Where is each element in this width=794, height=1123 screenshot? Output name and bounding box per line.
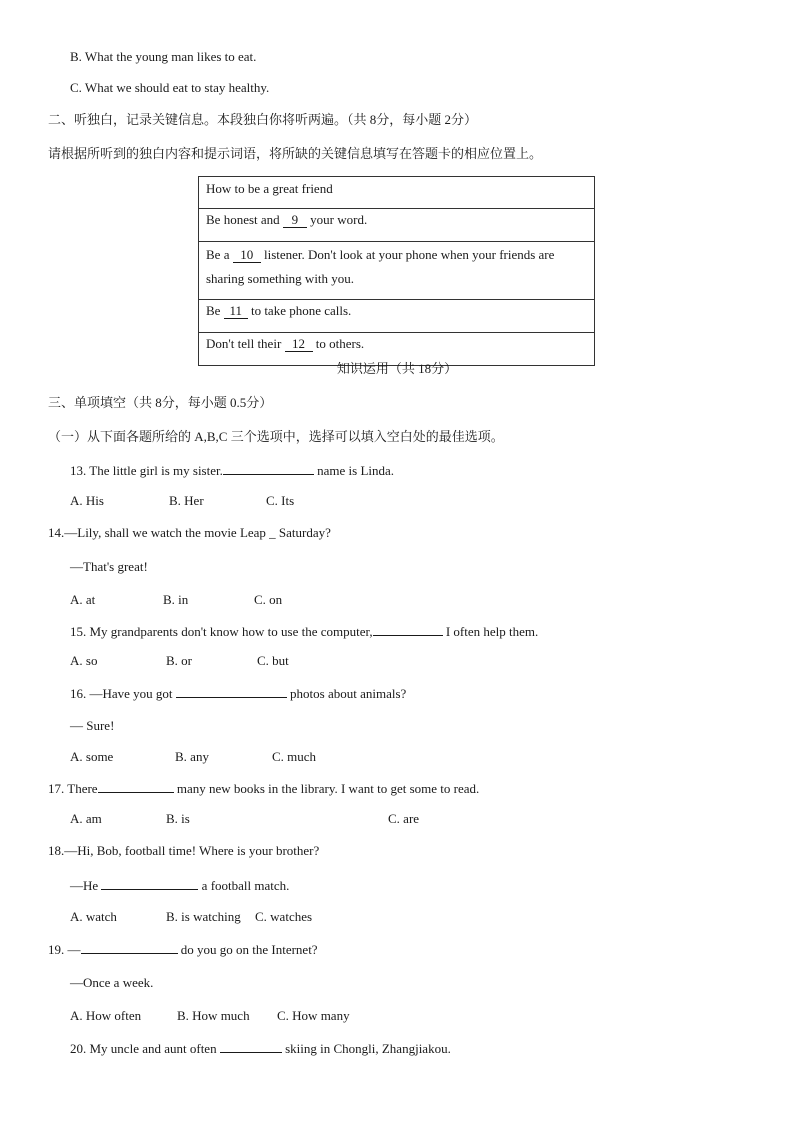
row3-text-pre: Be bbox=[206, 303, 224, 318]
part-title: 知识运用（共 18分） bbox=[336, 361, 458, 376]
question-19 bbox=[48, 941, 318, 958]
q13-option-c: C. Its bbox=[266, 493, 295, 508]
q18-option-c: C. watches bbox=[255, 909, 313, 924]
q15-stem-post: I often help them. bbox=[442, 624, 539, 639]
q14-option-b: B. in bbox=[163, 592, 189, 607]
q16-stem-post: photos about animals? bbox=[286, 686, 407, 701]
q13-option-a: A. His bbox=[70, 493, 104, 508]
q20-blank[interactable] bbox=[220, 1040, 282, 1053]
q17-stem-pre: 17. There bbox=[48, 781, 98, 796]
q20-stem-post: skiing in Chongli, Zhangjiakou. bbox=[281, 1041, 451, 1056]
row2-text-pre: Be a bbox=[206, 247, 233, 262]
q13-blank[interactable] bbox=[223, 462, 314, 475]
q17-option-c: C. are bbox=[388, 811, 420, 826]
q19-stem-pre: 19. — bbox=[48, 942, 81, 957]
q19-option-b: B. How much bbox=[177, 1008, 250, 1023]
question-16 bbox=[70, 685, 406, 702]
q16-option-b: B. any bbox=[175, 749, 209, 764]
q18-reply bbox=[70, 877, 289, 894]
q18-blank[interactable] bbox=[101, 877, 198, 890]
q15-option-a: A. so bbox=[70, 653, 98, 668]
row1-text-post: your word. bbox=[306, 212, 368, 227]
blank-9: 9 bbox=[283, 213, 307, 228]
table-row bbox=[199, 242, 595, 300]
row2-text-line2: sharing something with you. bbox=[206, 271, 355, 286]
prev-option-c: C. What we should eat to stay healthy. bbox=[70, 80, 270, 95]
q19-option-a: A. How often bbox=[70, 1008, 142, 1023]
prev-option-b: B. What the young man likes to eat. bbox=[70, 49, 257, 64]
q13-stem-post: name is Linda. bbox=[313, 463, 395, 478]
q18-option-a: A. watch bbox=[70, 909, 117, 924]
question-20 bbox=[70, 1040, 451, 1057]
q18-option-b: B. is watching bbox=[166, 909, 241, 924]
blank-11: 11 bbox=[224, 304, 248, 319]
q18-reply-post: a football match. bbox=[198, 878, 290, 893]
q20-stem-pre: 20. My uncle and aunt often bbox=[70, 1041, 220, 1056]
row2-text-post: listener. Don't look at your phone when your friends are bbox=[260, 247, 555, 262]
q19-stem-post: do you go on the Internet? bbox=[177, 942, 318, 957]
question-17 bbox=[48, 780, 479, 797]
q16-blank[interactable] bbox=[176, 685, 287, 698]
question-13 bbox=[70, 462, 394, 479]
blank-10: 10 bbox=[233, 248, 261, 263]
q15-stem-pre: 15. My grandparents don't know how to use the computer, bbox=[70, 624, 373, 639]
table-row bbox=[199, 209, 595, 242]
q18-reply-pre: —He bbox=[70, 878, 102, 893]
row4-text-post: to others. bbox=[312, 336, 365, 351]
question-15 bbox=[70, 623, 538, 640]
q17-blank[interactable] bbox=[98, 780, 174, 793]
q17-stem-post: many new books in the library. I want to get some to read. bbox=[173, 781, 480, 796]
q17-option-b: B. is bbox=[166, 811, 190, 826]
blank-12: 12 bbox=[285, 337, 313, 352]
row1-text-pre: Be honest and bbox=[206, 212, 283, 227]
q13-stem-pre: 13. The little girl is my sister. bbox=[70, 463, 223, 478]
q15-option-c: C. but bbox=[257, 653, 289, 668]
q15-blank[interactable] bbox=[373, 623, 443, 636]
row3-text-post: to take phone calls. bbox=[247, 303, 352, 318]
q13-option-b: B. Her bbox=[169, 493, 204, 508]
q14-option-a: A. at bbox=[70, 592, 96, 607]
section2-instruction: 请根据所听到的独白内容和提示词语，将所缺的关键信息填写在答题卡的相应位置上。 bbox=[48, 146, 543, 161]
section3-heading: 三、单项填空（共 8分，每小题 0.5分） bbox=[48, 395, 273, 410]
table-row bbox=[199, 300, 595, 333]
q14-reply: —That's great! bbox=[70, 559, 148, 574]
q16-reply: — Sure! bbox=[70, 718, 115, 733]
table-row bbox=[199, 177, 595, 209]
q16-stem-pre: 16. —Have you got bbox=[70, 686, 176, 701]
q14-option-c: C. on bbox=[254, 592, 283, 607]
q15-option-b: B. or bbox=[166, 653, 192, 668]
q16-option-c: C. much bbox=[272, 749, 317, 764]
section2-heading: 二、听独白，记录关键信息。本段独白你将听两遍。（共 8分，每小题 2分） bbox=[48, 112, 478, 127]
question-14: 14.—Lily, shall we watch the movie Leap _ Saturday? bbox=[48, 525, 331, 540]
notes-title: How to be a great friend bbox=[199, 177, 595, 209]
q16-option-a: A. some bbox=[70, 749, 114, 764]
q19-option-c: C. How many bbox=[277, 1008, 350, 1023]
row4-text-pre: Don't tell their bbox=[206, 336, 285, 351]
q19-reply: —Once a week. bbox=[70, 975, 154, 990]
q17-option-a: A. am bbox=[70, 811, 102, 826]
q19-blank[interactable] bbox=[81, 941, 178, 954]
question-18: 18.—Hi, Bob, football time! Where is your brother? bbox=[48, 843, 320, 858]
section3-sub: （一）从下面各题所给的 A,B,C 三个选项中，选择可以填入空白处的最佳选项。 bbox=[48, 429, 504, 444]
notes-table bbox=[198, 176, 595, 366]
